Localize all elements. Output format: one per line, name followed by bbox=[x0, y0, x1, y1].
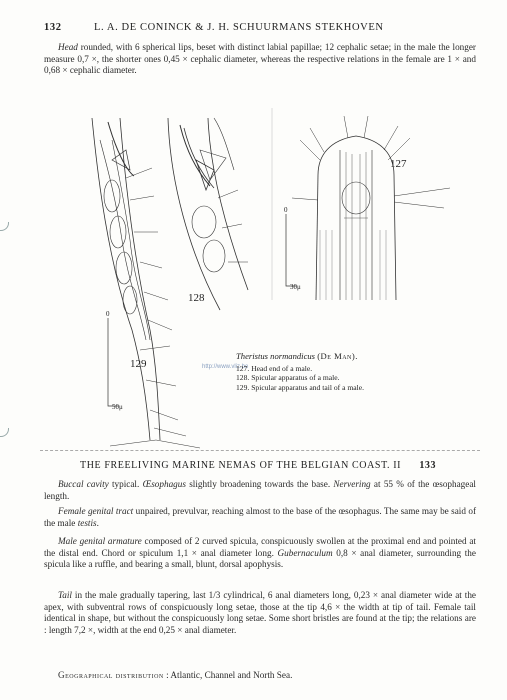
scale-zero-large: 0 bbox=[106, 310, 110, 318]
term-male-genital: Male genital armature bbox=[58, 536, 142, 546]
fig128-body-outline bbox=[208, 118, 248, 290]
term-female-genital: Female genital tract bbox=[58, 506, 134, 516]
watermark-url: http://www.vliz.be bbox=[202, 364, 249, 370]
text-tail: in the male gradually tapering, last 1/3 cylindrical, 6 anal diameters long, 0,23 × anal diameter wide at the apex, with subventral rows of conspicuously long setae, those at the tip 4,6 × the width at tip of tail. Female tail identical in shape, but without the conspicuously long setae. Some short bristles are found at the tip; the relations are : length 7,2 ×, width at the end 0,25 × anal diameter. bbox=[44, 590, 476, 635]
bottom-page-header bbox=[80, 460, 436, 471]
head-lead-term: Head bbox=[58, 42, 78, 52]
text-female-genital: unpaired, prevulvar, reaching almost to the base of the œsophagus. The same may be said of the male bbox=[44, 506, 477, 528]
top-running-head: L. A. DE CONINCK & J. H. SCHUURMANS STEKHOVEN bbox=[94, 22, 384, 33]
text-buccal: typical. bbox=[108, 479, 143, 489]
caption-line: 127. Head end of a male. bbox=[236, 363, 313, 373]
fig129-body-outline bbox=[92, 118, 150, 440]
scale-label-large: 50μ bbox=[112, 403, 123, 411]
fig-label-129: 129 bbox=[130, 358, 147, 370]
caption-line: 129. Spicular apparatus and tail of a male. bbox=[236, 382, 364, 392]
page-divider bbox=[40, 450, 480, 451]
text-gubernaculum: 0,8 × anal diameter, surrounding the spicula like a ruffle, and bearing a small, blunt, dorsal apophysis. bbox=[44, 547, 476, 570]
text-nervering: at 55 % of the œsophageal length. bbox=[44, 479, 476, 501]
scale-zero-small: 0 bbox=[284, 206, 288, 214]
caption-species: Theristus normandicus bbox=[236, 351, 316, 361]
term-oesophagus: Œsophagus bbox=[142, 479, 186, 489]
caption-line: 128. Spicular apparatus of a male. bbox=[236, 373, 340, 383]
term-testis: testis bbox=[77, 517, 97, 528]
bottom-page-number: 133 bbox=[419, 460, 437, 471]
head-description-text: rounded, with 6 spherical lips, beset with distinct labial papillae; 12 cephalic setae; in the male the longer measure 0,7 ×, the shorter ones 0,45 × cephalic diameter, whereas the respective relations in the female are 1 × and 0,68 × cephalic diameter. bbox=[44, 42, 476, 76]
term-tail: Tail bbox=[58, 590, 72, 600]
top-page-number: 132 bbox=[44, 22, 62, 33]
bottom-running-head: THE FREELIVING MARINE NEMAS OF THE BELGIAN COAST. II bbox=[80, 460, 402, 471]
term-distribution: Geographical distribution bbox=[58, 670, 164, 680]
fig-label-127: 127 bbox=[390, 158, 407, 170]
text-male-genital: composed of 2 curved spicula, conspicuously swollen at the proximal end and pointed at the distal end. Chord or spiculum 1,1 × anal diameter long. bbox=[44, 536, 476, 558]
text-oesophagus: slightly broadening towards the base. bbox=[185, 479, 334, 489]
term-nervering: Nervering bbox=[333, 479, 371, 489]
scale-bar-large bbox=[108, 318, 118, 406]
buccal-paragraph bbox=[44, 479, 476, 502]
term-buccal: Buccal cavity bbox=[58, 479, 109, 489]
scale-bar-small bbox=[286, 214, 296, 286]
figure-caption bbox=[236, 352, 486, 392]
caption-author: (De Man). bbox=[317, 351, 358, 361]
male-genital-paragraph bbox=[44, 536, 476, 571]
distribution-paragraph bbox=[44, 670, 476, 682]
fig128-body-outline bbox=[168, 118, 220, 310]
text-distribution: : Atlantic, Channel and North Sea. bbox=[163, 670, 293, 680]
fig-label-128: 128 bbox=[188, 292, 205, 304]
scale-label-small: 30μ bbox=[290, 283, 301, 291]
term-gubernaculum: Gubernaculum bbox=[277, 547, 333, 558]
female-genital-paragraph bbox=[44, 506, 476, 529]
text-testis-end: . bbox=[96, 517, 99, 528]
tail-paragraph bbox=[44, 590, 476, 636]
